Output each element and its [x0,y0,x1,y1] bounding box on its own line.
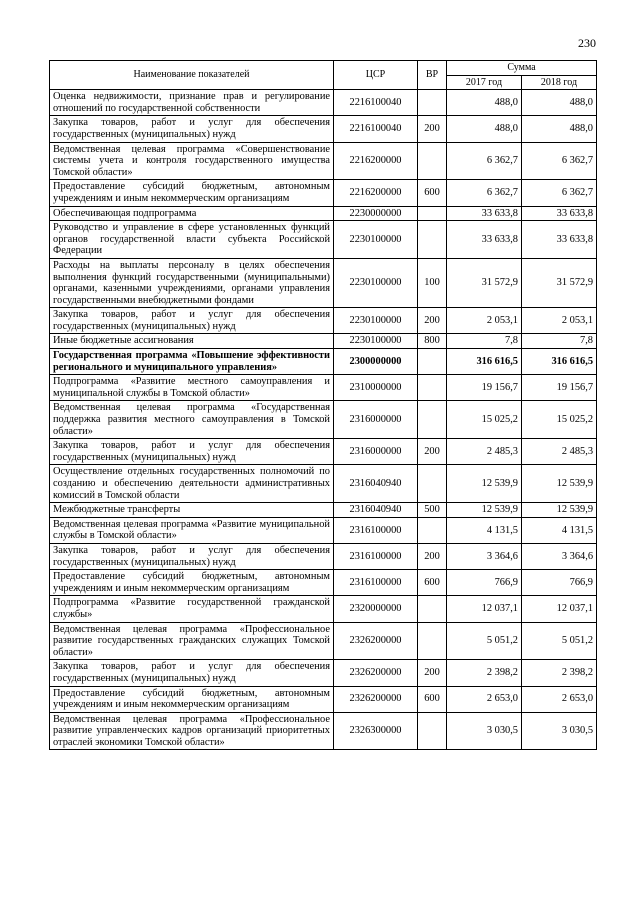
row-name: Обеспечивающая подпрограмма [50,206,334,221]
header-2018: 2018 год [522,75,597,90]
row-csr: 2316100000 [334,517,418,543]
row-vr: 500 [418,503,447,518]
row-vr [418,375,447,401]
row-csr: 2310000000 [334,375,418,401]
row-sum-2018: 12 539,9 [522,503,597,518]
row-name: Руководство и управление в сфере установленных функций органов государственной власти субъекта Российской Федерации [50,221,334,259]
row-sum-2017: 2 653,0 [447,686,522,712]
row-name: Межбюджетные трансферты [50,503,334,518]
table-row [50,660,597,686]
row-name: Закупка товаров, работ и услуг для обеспечения государственных (муниципальных) нужд [50,543,334,569]
row-vr [418,90,447,116]
row-sum-2018: 7,8 [522,334,597,349]
table-row [50,439,597,465]
row-name: Ведомственная целевая программа «Профессиональное развитие управленческих кадров организаций приоритетных отраслей экономики Томской области» [50,712,334,750]
header-csr: ЦСР [334,61,418,90]
row-vr [418,465,447,503]
row-vr: 800 [418,334,447,349]
row-sum-2018: 12 037,1 [522,596,597,622]
row-name: Предоставление субсидий бюджетным, автономным учреждениям и иным некоммерческим организациям [50,180,334,206]
row-sum-2017: 3 030,5 [447,712,522,750]
row-sum-2017: 6 362,7 [447,142,522,180]
row-sum-2018: 488,0 [522,90,597,116]
row-sum-2018: 2 398,2 [522,660,597,686]
row-name: Осуществление отдельных государственных полномочий по созданию и обеспечению деятельности административных комиссий в Томской области [50,465,334,503]
row-name: Закупка товаров, работ и услуг для обеспечения государственных (муниципальных) нужд [50,116,334,142]
row-vr: 600 [418,686,447,712]
row-csr: 2316040940 [334,465,418,503]
row-csr: 2216100040 [334,116,418,142]
row-sum-2017: 488,0 [447,116,522,142]
row-sum-2017: 4 131,5 [447,517,522,543]
row-name: Предоставление субсидий бюджетным, автономным учреждениям и иным некоммерческим организациям [50,570,334,596]
row-sum-2018: 3 364,6 [522,543,597,569]
row-sum-2018: 31 572,9 [522,258,597,307]
row-vr [418,622,447,660]
row-sum-2017: 33 633,8 [447,206,522,221]
row-name: Ведомственная целевая программа «Государственная поддержка развития местного самоуправления в Томской области» [50,401,334,439]
table-row [50,622,597,660]
row-name: Оценка недвижимости, признание прав и регулирование отношений по государственной собственности [50,90,334,116]
row-csr: 2316000000 [334,439,418,465]
row-sum-2018: 15 025,2 [522,401,597,439]
table-row [50,375,597,401]
table-row [50,90,597,116]
row-sum-2017: 6 362,7 [447,180,522,206]
row-sum-2017: 19 156,7 [447,375,522,401]
row-csr: 2230100000 [334,258,418,307]
header-sum: Сумма [447,61,597,76]
header-vr: ВР [418,61,447,90]
row-csr: 2230100000 [334,308,418,334]
row-csr: 2326200000 [334,622,418,660]
row-vr: 200 [418,308,447,334]
row-sum-2017: 766,9 [447,570,522,596]
row-vr [418,142,447,180]
row-csr: 2326300000 [334,712,418,750]
row-sum-2018: 19 156,7 [522,375,597,401]
row-csr: 2316100000 [334,543,418,569]
row-csr: 2316040940 [334,503,418,518]
row-vr: 200 [418,543,447,569]
header-2017: 2017 год [447,75,522,90]
row-sum-2017: 2 053,1 [447,308,522,334]
row-name: Ведомственная целевая программа «Совершенствование системы учета и контроля государственного имущества Томской области» [50,142,334,180]
row-sum-2018: 766,9 [522,570,597,596]
row-sum-2018: 33 633,8 [522,221,597,259]
row-name: Подпрограмма «Развитие государственной гражданской службы» [50,596,334,622]
table-row [50,221,597,259]
row-sum-2017: 2 398,2 [447,660,522,686]
row-sum-2018: 6 362,7 [522,180,597,206]
row-name: Расходы на выплаты персоналу в целях обеспечения выполнения функций государственными (муниципальными) органами, казенными учреждениями, органами управления государственными внебюджетными фондами [50,258,334,307]
row-name: Иные бюджетные ассигнования [50,334,334,349]
row-vr [418,596,447,622]
row-sum-2017: 12 539,9 [447,465,522,503]
page-number: 230 [578,36,596,50]
table-row [50,206,597,221]
table-row [50,712,597,750]
row-sum-2018: 3 030,5 [522,712,597,750]
row-name: Закупка товаров, работ и услуг для обеспечения государственных (муниципальных) нужд [50,660,334,686]
row-sum-2017: 3 364,6 [447,543,522,569]
row-sum-2017: 5 051,2 [447,622,522,660]
table-row [50,349,597,375]
row-sum-2018: 6 362,7 [522,142,597,180]
table-row [50,308,597,334]
row-sum-2017: 488,0 [447,90,522,116]
row-name: Закупка товаров, работ и услуг для обеспечения государственных (муниципальных) нужд [50,439,334,465]
table-row [50,517,597,543]
row-csr: 2316000000 [334,401,418,439]
row-vr [418,401,447,439]
row-sum-2018: 316 616,5 [522,349,597,375]
budget-table [49,60,597,750]
row-sum-2018: 5 051,2 [522,622,597,660]
row-vr [418,517,447,543]
row-vr: 600 [418,570,447,596]
table-body [50,90,597,750]
row-vr: 600 [418,180,447,206]
table-row [50,465,597,503]
row-sum-2017: 12 539,9 [447,503,522,518]
table-row [50,543,597,569]
row-sum-2018: 12 539,9 [522,465,597,503]
row-name: Подпрограмма «Развитие местного самоуправления и муниципальной службы в Томской области» [50,375,334,401]
row-vr [418,712,447,750]
row-sum-2017: 33 633,8 [447,221,522,259]
table-row [50,503,597,518]
row-csr: 2326200000 [334,660,418,686]
row-csr: 2230100000 [334,334,418,349]
table-row [50,570,597,596]
row-sum-2018: 33 633,8 [522,206,597,221]
row-sum-2018: 2 653,0 [522,686,597,712]
table-row [50,142,597,180]
table-row [50,686,597,712]
row-name: Закупка товаров, работ и услуг для обеспечения государственных (муниципальных) нужд [50,308,334,334]
row-vr: 200 [418,439,447,465]
table-row [50,401,597,439]
row-csr: 2316100000 [334,570,418,596]
row-csr: 2326200000 [334,686,418,712]
table-row [50,116,597,142]
row-sum-2018: 4 131,5 [522,517,597,543]
table-row [50,180,597,206]
row-sum-2018: 488,0 [522,116,597,142]
row-csr: 2300000000 [334,349,418,375]
row-sum-2018: 2 053,1 [522,308,597,334]
row-csr: 2230000000 [334,206,418,221]
table-row [50,258,597,307]
row-sum-2017: 31 572,9 [447,258,522,307]
row-vr: 200 [418,660,447,686]
row-csr: 2216200000 [334,180,418,206]
row-sum-2017: 2 485,3 [447,439,522,465]
row-sum-2018: 2 485,3 [522,439,597,465]
row-csr: 2230100000 [334,221,418,259]
row-sum-2017: 12 037,1 [447,596,522,622]
row-vr: 100 [418,258,447,307]
row-name: Ведомственная целевая программа «Профессиональное развитие государственных гражданских служащих Томской области» [50,622,334,660]
row-name: Предоставление субсидий бюджетным, автономным учреждениям и иным некоммерческим организациям [50,686,334,712]
row-name: Ведомственная целевая программа «Развитие муниципальной службы в Томской области» [50,517,334,543]
row-name: Государственная программа «Повышение эффективности регионального и муниципального управления» [50,349,334,375]
row-vr [418,221,447,259]
row-vr [418,349,447,375]
table-row [50,596,597,622]
row-vr [418,206,447,221]
row-sum-2017: 7,8 [447,334,522,349]
header-name: Наименование показателей [50,61,334,90]
row-csr: 2320000000 [334,596,418,622]
row-sum-2017: 15 025,2 [447,401,522,439]
row-sum-2017: 316 616,5 [447,349,522,375]
row-csr: 2216100040 [334,90,418,116]
row-csr: 2216200000 [334,142,418,180]
row-vr: 200 [418,116,447,142]
table-row [50,334,597,349]
